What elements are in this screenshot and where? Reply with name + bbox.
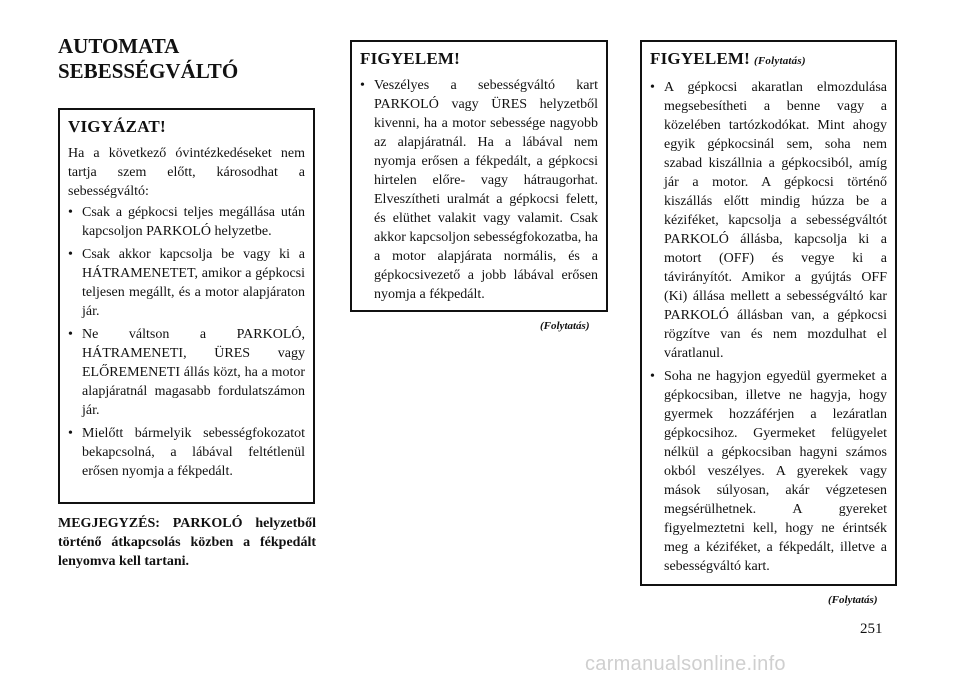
page-number: 251 [860,621,883,637]
caution-intro: Ha a következő óvintézkedéseket nem tartja szem előtt, károsodhat a sebességváltó: [68,146,305,199]
warning-list [650,78,887,576]
continued-label: (Folytatás) [828,594,878,606]
warning-item: • Veszélyes a sebességváltó kart PARKOLÓ vagy ÜRES helyzetből kivenni, ha a motor sebessége nagyobb az alapjáratnál. Ha a lábával nem nyomja erősen a fékpedált, a gépkocsi hirtelen előre- vagy hátraugorhat. Elveszítheti uralmát a gépkocsi felett, és elüthet valakit vagy valamit. Csak akkor kapcsoljon sebességfokozatba, ha a motor alapjárata normális, és a gépkocsivezető a jobb lábával erősen nyomja a fékpedált. [360,76,598,304]
caution-box [58,108,315,504]
continued-label: (Folytatás) [540,320,590,332]
warning-heading-text: FIGYELEM! [650,49,751,68]
section-title: AUTOMATA SEBESSÉGVÁLTÓ [58,34,239,83]
warning-item: • A gépkocsi akaratlan elmozdulása megsebesítheti a benne vagy a közelében tartózkodókat. Mint ahogy egyik gépkocsinál sem, soha nem szabad kiszállnia a gépkocsiból, amíg jár a motor. A gépkocsi történő kiszállás előtt mindig húzza be a kéziféket, kapcsolja a sebességváltót PARKOLÓ állásba, kapcsolja ki a motort (OFF) és vegye ki a távirányítót. Amikor a gyújtás OFF (Ki) állása mellett a sebességváltó kar PARKOLÓ állásban van, a gépkocsi rögzítve van és nem mozdulhat el váratlanul. [650,78,887,363]
caution-item: • Csak akkor kapcsolja be vagy ki a HÁTRAMENETET, amikor a gépkocsi teljesen megállt, és a motor alapjáraton jár. [68,245,305,321]
warning-heading-continued [650,48,887,72]
warning-box-1 [350,40,608,312]
warning-box-2 [640,40,897,586]
note-text: MEGJEGYZÉS: PARKOLÓ helyzetből történő átkapcsolás közben a fékpedált lenyomva kell tartani. [58,516,316,569]
warning-heading-suffix: (Folytatás) [754,55,806,67]
warning-list [360,76,598,304]
caution-item: • Mielőtt bármelyik sebességfokozatot bekapcsolná, a lábával feltétlenül erősen nyomja a fékpedált. [68,424,305,481]
caution-item: • Ne váltson a PARKOLÓ, HÁTRAMENETI, ÜRES vagy ELŐREMENETI állás közt, ha a motor alapjáratnál magasabb fordulatszámon jár. [68,325,305,420]
warning-heading: FIGYELEM! [360,49,461,68]
warning-item: • Soha ne hagyjon egyedül gyermeket a gépkocsiban, illetve ne hagyja, hogy gyermek hozzáférjen a lezáratlan gépkocsihoz. Gyermeket felügyelet nélkül a gépkocsiban hagyni számos okból veszélyes. A gyerekek vagy mások súlyosan, akár végzetesen megsérülhetnek. A gyereket figyelmeztetni kell, hogy ne érintsék meg a kéziféket, a fékpedált, illetve a sebességváltó kart. [650,367,887,576]
caution-item: • Csak a gépkocsi teljes megállása után kapcsoljon PARKOLÓ helyzetbe. [68,203,305,241]
caution-heading: VIGYÁZAT! [68,117,166,136]
caution-list [68,203,305,481]
watermark: carmanualsonline.info [585,653,786,675]
